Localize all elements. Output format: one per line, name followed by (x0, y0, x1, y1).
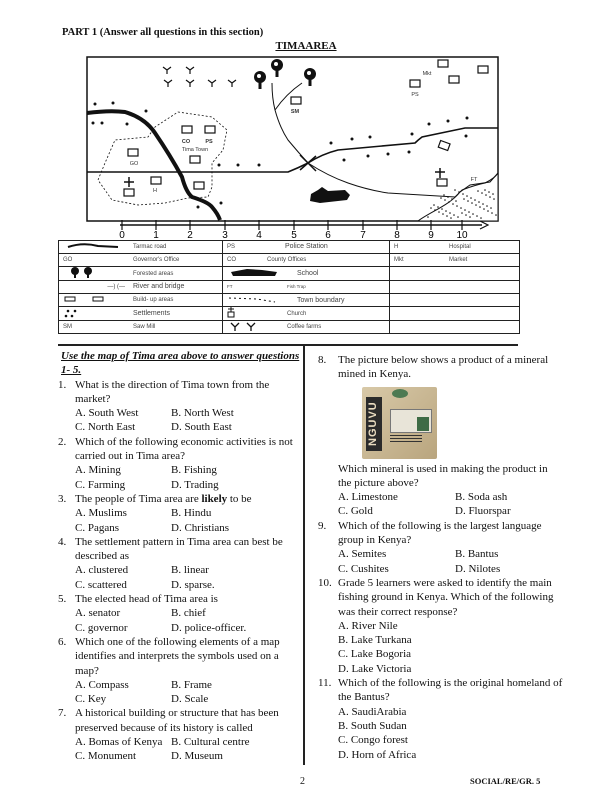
settlement-dot (387, 153, 390, 156)
building-symbol (63, 296, 123, 302)
key-governors-office: Governor's Office (133, 256, 180, 263)
option[interactable]: A. River Nile (338, 619, 398, 632)
question-9-options (318, 547, 563, 576)
settlement-symbol (63, 308, 123, 318)
building-icon (194, 182, 204, 189)
settlement-dot (465, 135, 468, 138)
option[interactable]: D. Scale (171, 693, 209, 706)
option[interactable]: D. police-officer. (171, 621, 247, 634)
question-7-options (58, 735, 303, 764)
fish-area-dot (493, 198, 495, 200)
key-county-offices: County Offices (267, 256, 307, 263)
question-number: 6. (58, 635, 67, 648)
fish-area-dot (442, 213, 444, 215)
question-11 (318, 676, 563, 705)
key-go-abbr: GO (63, 256, 73, 263)
scale-label: 3 (222, 230, 228, 240)
question-number: 11. (318, 677, 332, 690)
option[interactable]: B. South Sudan (338, 719, 407, 732)
left-column (58, 349, 303, 764)
fish-area-dot (464, 209, 466, 211)
scale-label: 4 (256, 230, 262, 240)
key-river-bridge: River and bridge (133, 283, 185, 291)
scale-label: 1 (153, 230, 159, 240)
coffee-icon (163, 67, 171, 74)
tree-symbol (63, 267, 123, 278)
question-text: The people of Tima area are likely to be (75, 492, 252, 505)
fish-area-dot (438, 211, 440, 213)
fish-area-dot (443, 194, 445, 196)
fish-area-dot (451, 198, 453, 200)
fish-area-dot (427, 216, 429, 218)
question-4-options (58, 563, 303, 592)
coffee-symbol (227, 321, 267, 331)
settlement-dot (94, 103, 97, 106)
option[interactable]: C. Gold (338, 505, 373, 518)
tarmac-road-symbol (68, 244, 118, 247)
coffee-icon (208, 80, 216, 87)
fish-area-dot (433, 204, 435, 206)
fish-area-dot (460, 207, 462, 209)
cement-bag-image (362, 387, 437, 459)
scale-label: 9 (428, 230, 434, 240)
key-settlements: Settlements (133, 310, 170, 317)
option[interactable]: C. Key (75, 693, 107, 706)
map-title: TIMAAREA (275, 40, 337, 52)
fish-area-dot (481, 192, 483, 194)
coffee-icon (228, 80, 236, 87)
question-6 (58, 635, 303, 678)
fish-area-dot (454, 189, 456, 191)
option[interactable]: D. Trading (171, 478, 219, 491)
tima-area-map (0, 0, 612, 240)
question-8-prompt (318, 462, 563, 491)
question-11-options (318, 705, 563, 762)
building-icon (151, 177, 161, 184)
fish-area-dot (453, 214, 455, 216)
option[interactable]: C. governor (75, 621, 128, 634)
fish-area-dot (446, 215, 448, 217)
fish-area-dot (474, 199, 476, 201)
question-text: Which of the following is the largest language group in Kenya? (338, 519, 542, 547)
fish-area-dot (472, 213, 474, 215)
building-icon (124, 189, 134, 196)
instructions: Use the map of Tima area above to answer questions 1- 5. (61, 350, 300, 377)
tree-icon (254, 71, 266, 89)
settlement-dot (237, 164, 240, 167)
linear-scale (119, 220, 488, 240)
fish-area-dot (484, 189, 486, 191)
question-number: 4. (58, 535, 67, 548)
map-label-sm: SM (290, 109, 300, 115)
key-co-abbr: CO (227, 256, 236, 263)
building-icon (449, 76, 459, 83)
footer-code: SOCIAL/RE/GR. 5 (470, 776, 541, 786)
fish-area-dot (479, 206, 481, 208)
fish-area-dot (485, 194, 487, 196)
key-town-boundary: Town boundary (297, 296, 345, 304)
key-ft-abbr: FT (227, 283, 233, 289)
question-text: Which of the following is the original homeland of the Bantus? (338, 677, 563, 704)
question-text: A historical building or structure that has been preserved because of its history is called (75, 707, 279, 734)
fish-area-dot (461, 212, 463, 214)
key-police-station: Police Station (285, 243, 328, 251)
key-hospital: Hospital (449, 243, 471, 250)
question-number: 8. (318, 354, 327, 366)
fish-area-dot (471, 202, 473, 204)
building-icon (182, 126, 192, 133)
tree-icon (304, 68, 316, 86)
fish-area-dot (488, 191, 490, 193)
option[interactable]: B. North West (171, 407, 234, 420)
scale-label: 10 (456, 230, 468, 240)
option[interactable]: D. Fluorspar (455, 505, 511, 518)
option[interactable]: B. chief (171, 607, 206, 620)
question-1 (58, 378, 303, 407)
building-icon (205, 126, 215, 133)
fish-area-dot (478, 201, 480, 203)
option[interactable]: D. Christians (171, 521, 230, 534)
scale-label: 8 (394, 230, 400, 240)
building-icon (437, 179, 447, 186)
settlement-dot (411, 133, 414, 136)
option[interactable]: A. Compass (75, 678, 129, 691)
school-symbol (227, 268, 287, 277)
settlement-dot (112, 102, 115, 105)
fish-area-dot (448, 201, 450, 203)
key-fish-trap: Fish Trap (287, 283, 306, 289)
fish-area-dot (462, 193, 464, 195)
fish-area-dot (430, 207, 432, 209)
fish-area-dot (449, 212, 451, 214)
question-10-options (318, 619, 563, 676)
map-label-co: CO (181, 139, 191, 145)
key-mkt-abbr: Mkt (394, 256, 404, 263)
map-label-ps-market: PS (411, 92, 419, 98)
fish-area-dot (441, 208, 443, 210)
fish-area-dot (470, 197, 472, 199)
option[interactable]: A. Muslims (75, 507, 127, 520)
option[interactable]: B. Cultural centre (171, 736, 250, 749)
option[interactable]: D. Nilotes (455, 562, 501, 575)
question-4 (58, 535, 303, 564)
fish-area-dot (444, 199, 446, 201)
option[interactable]: C. Congo forest (338, 734, 408, 747)
question-9 (318, 519, 563, 548)
fish-area-dot (463, 198, 465, 200)
option[interactable]: B. Hindu (171, 507, 212, 520)
settlement-dot (428, 123, 431, 126)
settlement-dot (101, 122, 104, 125)
fish-area-dot (434, 209, 436, 211)
river-branch (272, 83, 308, 163)
question-8 (318, 353, 563, 382)
option[interactable]: D. Horn of Africa (338, 748, 417, 761)
building-icon (190, 156, 200, 163)
settlements (92, 102, 469, 209)
fish-area-dot (467, 200, 469, 202)
fish-area-dot (455, 200, 457, 202)
fish-area-dot (487, 210, 489, 212)
option[interactable]: B. Soda ash (455, 491, 508, 504)
option[interactable]: A. Mining (75, 464, 121, 477)
key-ps-abbr: PS (227, 243, 236, 250)
option[interactable]: C. scattered (75, 578, 127, 591)
key-built-up-areas: Build- up areas (133, 297, 174, 303)
question-5 (58, 592, 303, 606)
school-icon (310, 187, 350, 203)
fish-area-dot (483, 208, 485, 210)
page-number: 2 (300, 776, 305, 787)
question-text: Which of the following economic activities is not carried out in Tima area? (75, 435, 293, 463)
scale-label: 0 (119, 230, 125, 240)
fish-area-dot (437, 206, 439, 208)
option[interactable]: C. Farming (75, 478, 126, 491)
map-label-go: GO (129, 161, 139, 167)
option[interactable]: B. Bantus (455, 548, 499, 561)
settlement-dot (447, 120, 450, 123)
buildings (124, 60, 488, 196)
key-saw-mill: Saw Mill (133, 323, 156, 330)
section-divider (58, 344, 518, 346)
coffee-icon (164, 80, 172, 87)
fish-area-dot (450, 217, 452, 219)
fish-area-dot (465, 214, 467, 216)
settlement-dot (351, 138, 354, 141)
scale-label: 7 (360, 230, 366, 240)
option[interactable]: B. linear (171, 564, 209, 577)
map-label-ps: PS (205, 139, 213, 145)
question-text: The settlement pattern in Tima area can best be described as (75, 535, 283, 563)
fish-area-dot (469, 216, 471, 218)
fish-area-dot (492, 193, 494, 195)
fish-area-dot (486, 205, 488, 207)
forested-areas (254, 59, 316, 89)
map-key: Tarmac road PS Police Station H Hospital GO Governor's Office CO County Offices Mkt Market Forested areas School —) (— River and bridge FT Fish Trap Build- up areas Town boundary Settlements Church SM Saw Mill Coffee farms (58, 240, 520, 334)
option[interactable]: A. South West (75, 407, 139, 420)
coffee-icon (186, 80, 194, 87)
scale-label: 5 (291, 230, 297, 240)
option[interactable]: D. Lake Victoria (338, 662, 412, 675)
settlement-dot (343, 159, 346, 162)
fish-area (418, 173, 498, 221)
map-frame (87, 57, 498, 221)
church-icon (124, 168, 445, 187)
option[interactable]: D. South East (171, 421, 232, 434)
question-text: Which mineral is used in making the product in the picture above? (338, 462, 548, 489)
option[interactable]: B. Fishing (171, 464, 217, 477)
settlement-dot (466, 117, 469, 120)
question-2-options (58, 463, 303, 492)
question-number: 9. (318, 519, 327, 532)
question-number: 2. (58, 435, 67, 448)
map-label-mkt: Mkt (422, 71, 432, 77)
building-icon (128, 149, 138, 156)
key-forested-areas: Forested areas (133, 270, 174, 277)
fish-area-dot (476, 215, 478, 217)
key-coffee-farms: Coffee farms (287, 324, 322, 330)
question-number: 5. (58, 593, 67, 606)
option[interactable]: C. Monument (75, 750, 137, 763)
option[interactable]: C. North East (75, 421, 136, 434)
option[interactable]: C. Cushites (338, 562, 389, 575)
option[interactable]: A. senator (75, 607, 121, 620)
question-number: 7. (58, 707, 67, 720)
key-h-abbr: H (394, 243, 399, 250)
fish-area-dot (489, 196, 491, 198)
question-number: 1. (58, 378, 67, 391)
fish-area-dot (491, 212, 493, 214)
option[interactable]: D. sparse. (171, 578, 215, 591)
question-3 (58, 492, 303, 506)
bridge-icon (300, 155, 316, 171)
settlement-dot (220, 202, 223, 205)
river-main (87, 128, 498, 172)
question-2 (58, 435, 303, 464)
question-6-options (58, 678, 303, 707)
settlement-dot (218, 164, 221, 167)
fish-area-dot (477, 190, 479, 192)
coffee-icon (186, 67, 194, 74)
building-icon (291, 97, 301, 104)
fish-area-dot (475, 204, 477, 206)
scale-label: 2 (187, 230, 193, 240)
map-label-ft: FT (470, 177, 478, 183)
fish-area-dot (468, 211, 470, 213)
fish-area-dot (490, 207, 492, 209)
map-label-tima-town: Tima Town (181, 147, 209, 153)
coffee-farms (163, 67, 236, 87)
key-tarmac-road: Tarmac road (133, 244, 167, 250)
boundary-symbol (227, 296, 282, 303)
option[interactable]: A. Limestone (338, 491, 398, 504)
fish-area-dot (456, 205, 458, 207)
option[interactable]: D. Museum (171, 750, 223, 763)
option[interactable]: B. Frame (171, 678, 212, 691)
question-5-options (58, 606, 303, 635)
question-1-options (58, 406, 303, 435)
settlement-dot (408, 151, 411, 154)
settlement-dot (92, 122, 95, 125)
key-market: Market (449, 256, 468, 263)
question-text: Grade 5 learners were asked to identify the main fishing ground in Kenya. Which of the following was their correct response? (338, 576, 554, 618)
settlement-dot (367, 155, 370, 158)
tree-icon (271, 59, 283, 77)
question-text: The elected head of Tima area is (75, 593, 218, 606)
column-divider (303, 345, 305, 765)
question-number: 3. (58, 492, 67, 505)
option[interactable]: A. Semites (338, 548, 387, 561)
question-text: The picture below shows a product of a mineral mined in Kenya. (338, 354, 549, 381)
key-sm-abbr: SM (63, 323, 72, 330)
right-column (318, 353, 563, 762)
settlement-dot (330, 142, 333, 145)
part-title: PART 1 (Answer all questions in this section) (62, 27, 264, 38)
fish-area-dot (445, 210, 447, 212)
fish-area-dot (482, 203, 484, 205)
settlement-dot (258, 164, 261, 167)
fish-area-dot (495, 214, 497, 216)
key-church: Church (287, 310, 307, 317)
building-icon (438, 60, 448, 67)
option[interactable]: B. Lake Turkana (338, 634, 412, 647)
building-icon (438, 141, 450, 151)
key-school: School (297, 270, 319, 277)
settlement-dot (197, 206, 200, 209)
building-icon (478, 66, 488, 73)
question-text: What is the direction of Tima town from the market? (75, 378, 270, 405)
settlement-dot (126, 123, 129, 126)
question-3-options (58, 506, 303, 535)
question-8-options (318, 490, 563, 519)
option[interactable]: A. Bomas of Kenya (75, 736, 163, 749)
fish-area-dot (452, 203, 454, 205)
question-7 (58, 706, 303, 735)
fish-area-dot (440, 197, 442, 199)
church-symbol (227, 307, 239, 318)
settlement-dot (369, 136, 372, 139)
option[interactable]: A. clustered (75, 564, 129, 577)
option[interactable]: C. Lake Bogoria (338, 648, 412, 661)
question-text: Which one of the following elements of a map identifies and interprets the symbols used on a map? (75, 635, 280, 677)
fish-area-dot (457, 216, 459, 218)
question-number: 10. (318, 576, 332, 589)
question-10 (318, 576, 563, 619)
map-label-h: H (153, 188, 157, 194)
fish-area-dot (466, 195, 468, 197)
scale-label: 6 (325, 230, 331, 240)
option[interactable]: A. SaudiArabia (338, 705, 407, 718)
building-icon (410, 80, 420, 87)
fish-area-dot (480, 217, 482, 219)
option[interactable]: C. Pagans (75, 521, 119, 534)
settlement-dot (145, 110, 148, 113)
cement-brand: NGUVU (366, 397, 382, 451)
